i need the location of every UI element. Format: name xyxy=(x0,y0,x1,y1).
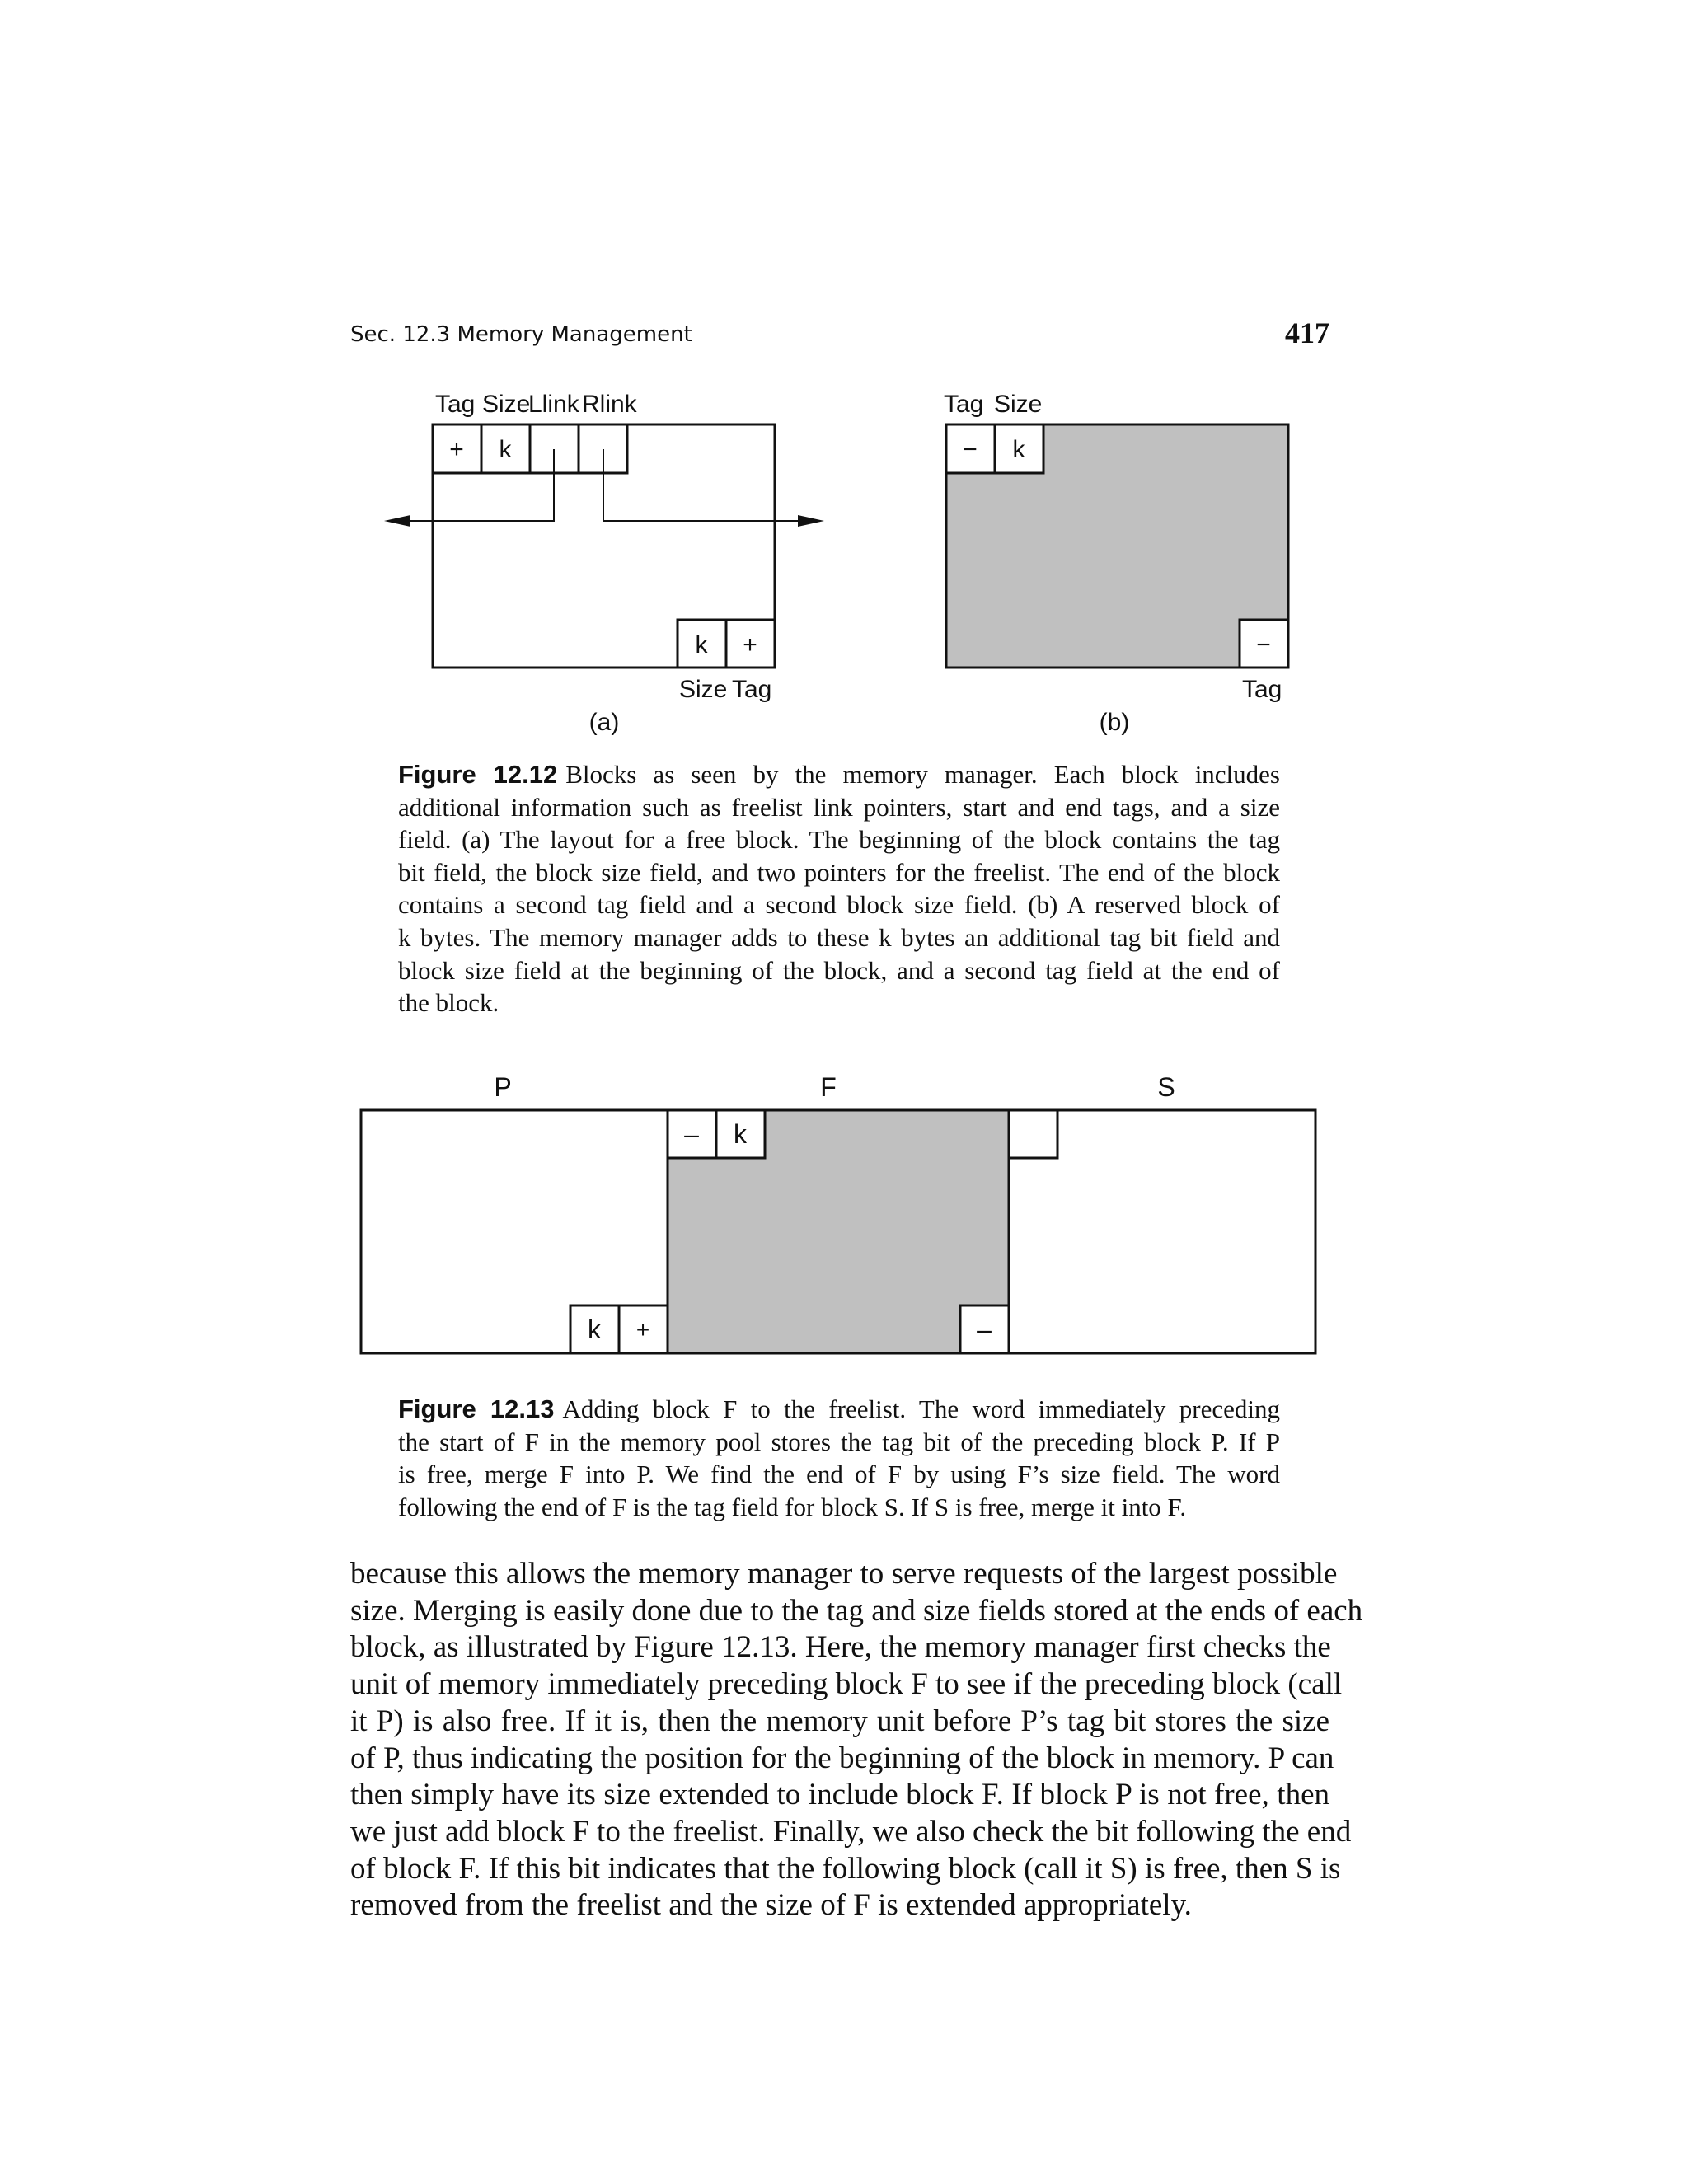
caption-line: additional information such as freelist link pointers, start and end tags, and a size xyxy=(398,792,1280,822)
start-tag-value: − xyxy=(963,436,978,463)
body-line: removed from the freelist and the size of F is extended appropriately. xyxy=(350,1888,1192,1923)
end-size-value: k xyxy=(695,631,708,658)
p-end-tag-value: + xyxy=(635,1317,650,1343)
start-size-value: k xyxy=(1012,436,1025,463)
footer-tag-label: Tag xyxy=(1242,676,1282,703)
header-rlink-label: Rlink xyxy=(582,391,637,418)
running-head: Sec. 12.3 Memory Management xyxy=(350,322,692,347)
f-end-tag-value: – xyxy=(977,1315,992,1344)
figure-12-12 xyxy=(0,0,1688,758)
start-tag-value: + xyxy=(449,436,464,463)
right-arrowhead xyxy=(798,515,824,527)
footer-size-label: Size xyxy=(679,676,728,703)
body-line: it P) is also free. If it is, then the memory unit before P’s tag bit stores the size xyxy=(350,1704,1329,1738)
caption-line: Figure 12.13 Adding block F to the freelist. The word immediately preceding xyxy=(398,1394,1280,1423)
free-block-diagram xyxy=(384,391,824,736)
caption-line: block size field at the beginning of the block, and a second tag field at the end of xyxy=(398,955,1280,985)
subfigure-a-label: (a) xyxy=(588,709,620,736)
body-line: we just add block F to the freelist. Finally, we also check the bit following the end xyxy=(350,1814,1352,1849)
f-start-size-value: k xyxy=(734,1119,747,1149)
header-llink-label: Llink xyxy=(528,391,579,418)
footer-tag-label: Tag xyxy=(732,676,772,703)
end-tag-value: − xyxy=(1256,631,1271,658)
page-number: 417 xyxy=(1285,316,1329,349)
body-line: unit of memory immediately preceding block F to see if the preceding block (call xyxy=(350,1667,1343,1702)
body-line: of P, thus indicating the position for the beginning of the block in memory. P can xyxy=(350,1741,1334,1775)
p-end-size-value: k xyxy=(588,1315,601,1344)
reserved-block-diagram xyxy=(944,391,1288,736)
block-s-label: S xyxy=(1157,1072,1175,1102)
header-tag-label: Tag xyxy=(944,391,984,418)
caption-line: is free, merge F into P. We find the end of F by using F’s size field. The word xyxy=(398,1460,1280,1489)
caption-line: field. (a) The layout for a free block. The beginning of the block contains the tag xyxy=(398,825,1280,855)
caption-line: contains a second tag field and a second block size field. (b) A reserved block of xyxy=(398,890,1280,920)
block-f-label: F xyxy=(820,1072,837,1102)
f-start-tag-value: – xyxy=(684,1119,699,1149)
caption-line: Figure 12.12 Blocks as seen by the memory manager. Each block includes xyxy=(398,760,1280,789)
body-line: because this allows the memory manager to serve requests of the largest possible xyxy=(350,1557,1338,1591)
s-start-tag-cell xyxy=(1009,1110,1057,1158)
header-size-label: Size xyxy=(482,391,531,418)
subfigure-b-label: (b) xyxy=(1099,709,1130,736)
figure-label: Figure 12.12 xyxy=(398,760,558,789)
caption-line: the block. xyxy=(398,988,499,1018)
left-arrowhead xyxy=(384,515,410,527)
caption-line: k bytes. The memory manager adds to these k bytes an additional tag bit field and xyxy=(398,922,1280,952)
block-p-label: P xyxy=(494,1072,512,1102)
caption-line: the start of F in the memory pool stores the tag bit of the preceding block P. If P xyxy=(398,1427,1280,1456)
figure-12-13-caption xyxy=(398,1393,1280,1523)
caption-line: bit field, the block size field, and two pointers for the freelist. The end of the block xyxy=(398,857,1280,887)
header-size-label: Size xyxy=(994,391,1043,418)
start-size-value: k xyxy=(499,436,512,463)
end-tag-value: + xyxy=(743,631,757,658)
figure-12-12-caption xyxy=(398,758,1280,1019)
body-line: then simply have its size extended to include block F. If block P is not free, then xyxy=(350,1778,1329,1812)
header-tag-label: Tag xyxy=(435,391,476,418)
caption-line: following the end of F is the tag field for block S. If S is free, merge it into F. xyxy=(398,1492,1187,1521)
figure-12-13 xyxy=(0,1063,1688,1376)
figure-label: Figure 12.13 xyxy=(398,1394,555,1423)
body-line: size. Merging is easily done due to the tag and size fields stored at the ends of each xyxy=(350,1593,1363,1628)
body-line: block, as illustrated by Figure 12.13. Here, the memory manager first checks the xyxy=(350,1630,1331,1665)
body-line: of block F. If this bit indicates that the following block (call it S) is free, then S is xyxy=(350,1851,1341,1886)
body-paragraph xyxy=(350,1556,1363,1924)
